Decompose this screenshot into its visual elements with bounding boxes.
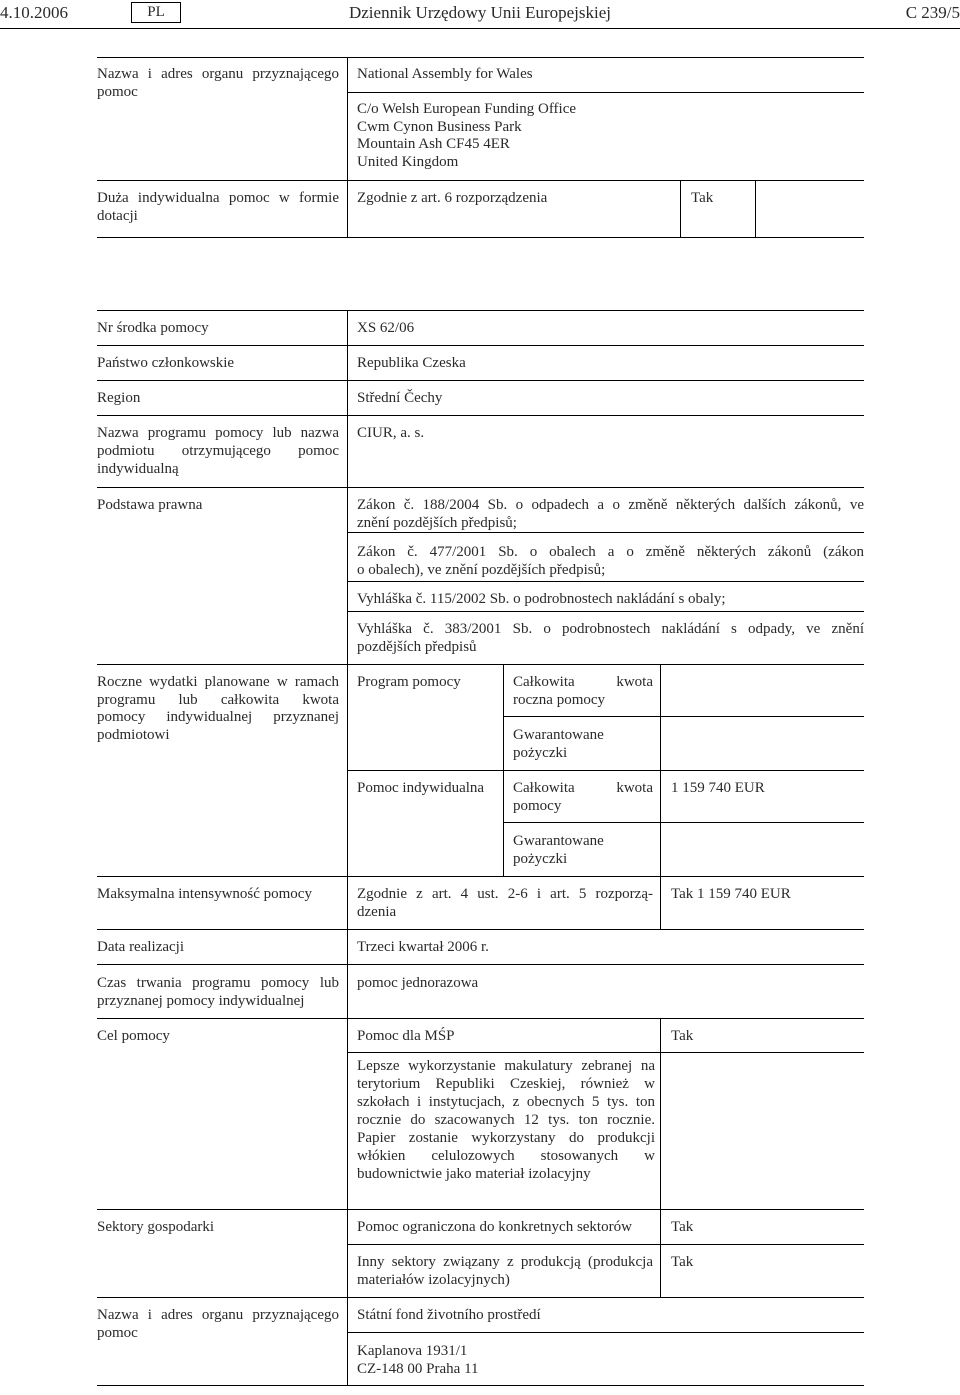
t2-objective-flag: Tak — [671, 1028, 694, 1044]
t1-aid-type-label-line1: Duża indywidualna pomoc w formie — [97, 190, 339, 206]
t2-duration-label-line1: Czas trwania programu pomocy lub — [97, 975, 339, 991]
t2-programme-name-label-line1: Nazwa programu pomocy lub nazwa — [97, 425, 339, 441]
t2-sector-2-flag: Tak — [671, 1254, 694, 1270]
t2-programme-name-label-line3: indywidualną — [97, 461, 179, 477]
t1-address-line1: C/o Welsh European Funding Office — [357, 101, 577, 117]
t2-implementation-date-label: Data realizacji — [97, 939, 185, 955]
t1-aid-type-flag: Tak — [691, 190, 714, 206]
t2-legal-basis-1-line2: znění pozdějších předpisů; — [357, 515, 517, 531]
t2-sector-1: Pomoc ograniczona do konkretnych sektorów — [357, 1219, 632, 1235]
t2-max-intensity-value-line1: Zgodnie z art. 4 ust. 2-6 i art. 5 rozporzą- — [357, 886, 653, 902]
page-reference: C 239/5 — [905, 3, 960, 22]
t2-sectors-label: Sektory gospodarki — [97, 1219, 215, 1235]
t2-individual-total-line2: pomocy — [513, 798, 562, 814]
t2-legal-basis-4-line2: pozdějších předpisů — [357, 639, 477, 655]
t2-programme-guarantees-line1: Gwarantowane — [513, 727, 604, 743]
t1-authority-label-line2: pomoc — [97, 84, 138, 100]
t2-legal-basis-3: Vyhláška č. 115/2002 Sb. o podrobnostech nakládání s obaly; — [357, 591, 726, 607]
t2-member-state-value: Republika Czeska — [357, 355, 466, 371]
t2-programme-total-line1: Całkowita kwota — [513, 674, 653, 690]
t2-authority-label-line2: pomoc — [97, 1325, 138, 1341]
journal-title: Dziennik Urzędowy Unii Europejskiej — [348, 3, 611, 22]
t2-measure-number-label: Nr środka pomocy — [97, 320, 209, 336]
t2-legal-basis-1-line1: Zákon č. 188/2004 Sb. o odpadech a o změně některých dalších zákonů, ve — [357, 497, 864, 513]
t2-authority-name: Státní fond životního prostředí — [357, 1307, 541, 1323]
t2-programme-name-value: CIUR, a. s. — [357, 425, 425, 441]
t2-max-intensity-flag: Tak 1 159 740 EUR — [671, 886, 791, 902]
t2-programme-label: Program pomocy — [357, 674, 461, 690]
t1-address-line2: Cwm Cynon Business Park — [357, 119, 522, 135]
t1-aid-type-value: Zgodnie z art. 6 rozporządzenia — [357, 190, 548, 206]
t2-member-state-label: Państwo członkowskie — [97, 355, 235, 371]
t2-legal-basis-2-line1: Zákon č. 477/2001 Sb. o obalech a o změně některých zákonů (zákon — [357, 544, 864, 560]
t2-programme-name-label-line2: podmiotu otrzymującego pomoc — [97, 443, 339, 459]
t2-sector-1-flag: Tak — [671, 1219, 694, 1235]
t2-region-value: Střední Čechy — [357, 390, 443, 406]
t2-authority-address-line2: CZ-148 00 Praha 11 — [357, 1361, 479, 1377]
t2-duration-value: pomoc jednorazowa — [357, 975, 479, 991]
t2-expenditure-label-line1: Roczne wydatki planowane w ramach — [97, 674, 339, 690]
t2-programme-total-line2: roczna pomocy — [513, 692, 606, 708]
t1-aid-type-label-line2: dotacji — [97, 208, 138, 224]
t2-authority-label-line1: Nazwa i adres organu przyznającego — [97, 1307, 339, 1323]
t1-address-line4: United Kingdom — [357, 154, 459, 170]
language-badge: PL — [131, 2, 181, 23]
t2-max-intensity-value-line2: dzenia — [357, 904, 397, 920]
t2-objective-description: Lepsze wykorzystanie makulatury zebranej na terytorium Republiki Czeskiej, również w szkołach i instytucjach, z obecnych 5 tys. ton rocznie do szacowanych 12 tys. ton rocznie. Papier zostanie wykorzystany do produkcji włókien celulozowych stosowanych w budownictwie jako materiał izolacyjny — [357, 1058, 655, 1182]
t2-authority-address-line1: Kaplanova 1931/1 — [357, 1343, 468, 1359]
t2-measure-number-value: XS 62/06 — [357, 320, 415, 336]
t2-individual-aid-label: Pomoc indywidualna — [357, 780, 485, 796]
header-date: 4.10.2006 — [0, 3, 68, 22]
header-rule — [0, 28, 960, 29]
t2-duration-label-line2: przyznanej pomocy indywidualnej — [97, 993, 305, 1009]
t2-objective-value: Pomoc dla MŚP — [357, 1028, 455, 1044]
t2-individual-guarantees-line1: Gwarantowane — [513, 833, 604, 849]
t2-max-intensity-label: Maksymalna intensywność pomocy — [97, 886, 312, 902]
t2-individual-guarantees-line2: pożyczki — [513, 851, 568, 867]
t2-sector-2-line1: Inny sektory związany z produkcją (produkcja — [357, 1254, 653, 1270]
t2-legal-basis-2-line2: o obalech), ve znění pozdějších předpisů; — [357, 562, 606, 578]
t2-expenditure-label-line3: pomocy indywidualnej przyznanej — [97, 709, 339, 725]
t2-individual-total-line1: Całkowita kwota — [513, 780, 653, 796]
t2-region-label: Region — [97, 390, 141, 406]
t2-expenditure-label-line2: programu lub całkowita kwota — [97, 692, 339, 708]
t2-objective-label: Cel pomocy — [97, 1028, 170, 1044]
t2-implementation-date-value: Trzeci kwartał 2006 r. — [357, 939, 489, 955]
t2-legal-basis-label: Podstawa prawna — [97, 497, 203, 513]
t1-authority-name: National Assembly for Wales — [357, 66, 533, 82]
t2-expenditure-label-line4: podmiotowi — [97, 727, 170, 743]
t2-programme-guarantees-line2: pożyczki — [513, 745, 568, 761]
t2-legal-basis-4-line1: Vyhláška č. 383/2001 Sb. o podrobnostech nakládání s odpady, ve znění — [357, 621, 864, 637]
t2-sector-2-line2: materiałów izolacyjnych) — [357, 1272, 510, 1288]
t1-address-line3: Mountain Ash CF45 4ER — [357, 136, 510, 152]
t1-authority-label-line1: Nazwa i adres organu przyznającego — [97, 66, 339, 82]
t2-individual-amount: 1 159 740 EUR — [671, 780, 765, 796]
